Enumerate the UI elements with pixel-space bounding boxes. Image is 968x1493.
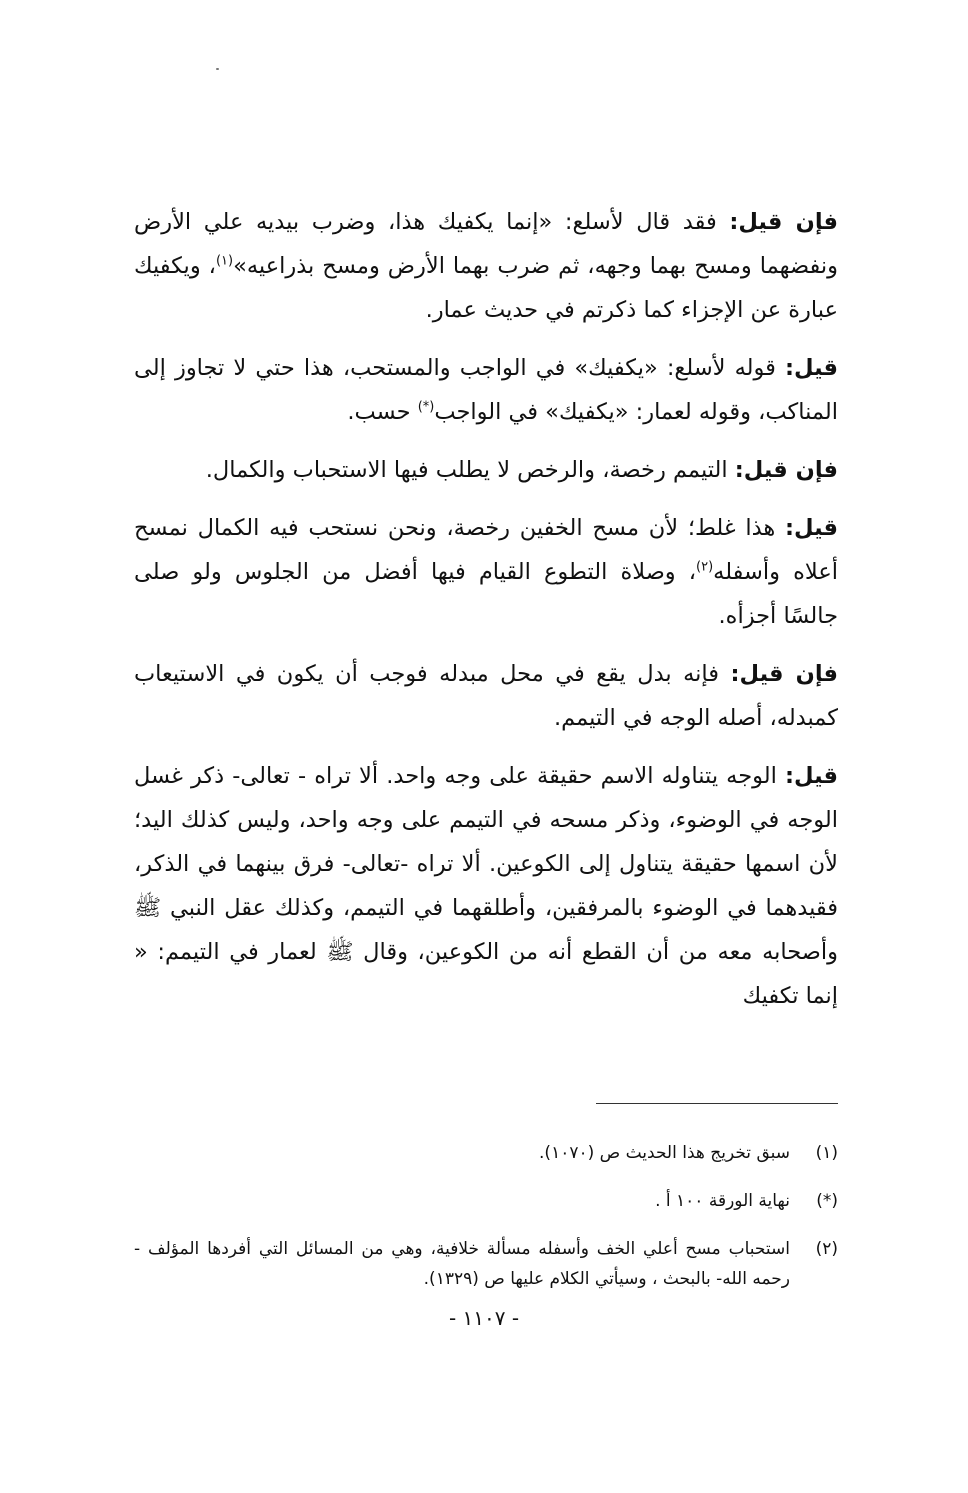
footnote-text: سبق تخريج هذا الحديث ص (١٠٧٠). <box>539 1143 790 1163</box>
paragraph-2 <box>134 346 838 434</box>
paragraph-body: هذا غلط؛ لأن مسح الخفين رخصة، ونحن نستحب فيه الكمال نمسح أعلاه وأسفله <box>134 515 838 585</box>
footnote-text: نهاية الورقة ١٠٠ أ . <box>655 1191 790 1211</box>
paragraph-1 <box>134 200 838 332</box>
footnote-ref: (١) <box>215 253 234 269</box>
scan-speck <box>216 68 219 70</box>
footnotes <box>134 1138 838 1312</box>
footnote-text: استحباب مسح أعلي الخف وأسفله مسألة خلافية، وهي من المسائل التي أفردها المؤلف - رحمه الله- بالبحث ، وسيأتي الكلام عليها ص (١٣٢٩). <box>134 1239 790 1289</box>
paragraph-label: قيل: <box>785 763 838 789</box>
footnote-folio <box>134 1186 838 1216</box>
paragraph-label: قيل: <box>785 355 838 381</box>
paragraph-tail: ، وصلاة التطوع القيام فيها أفضل من الجلوس ولو صلى جالسًا أجزأه. <box>134 559 838 629</box>
footnote-number: (*) <box>816 1191 838 1211</box>
footnote-1 <box>134 1138 838 1168</box>
footnote-number: (١) <box>815 1143 838 1163</box>
folio-marker: (*) <box>417 399 435 415</box>
paragraph-3 <box>134 448 838 492</box>
footnote-2 <box>134 1234 838 1294</box>
paragraph-label: قيل: <box>784 515 838 541</box>
paragraph-tail: حسب. <box>347 399 418 425</box>
paragraph-label: فإن قيل: <box>729 209 838 235</box>
paragraph-body: الوجه يتناوله الاسم حقيقة على وجه واحد. ألا تراه - تعالى- ذكر غسل الوجه في الوضوء، وذكر مسحه في التيمم على وجه واحد، وليس كذلك اليد؛لأن اسمها حقيقة يتناول إلى الكوعين. ألا تراه -تعالى- فرق بينهما في الذكر، فقيدهما في الوضوء بالمرفقين، وأطلقهما في التيمم، وكذلك عقل النبي ﷺ وأصحابه معه من أن القطع أنه من الكوعين، وقال ﷺ لعمار في التيمم: « إنما تكفيك <box>134 763 838 1009</box>
paragraph-body: فقد قال لأسلع: «إنما يكفيك هذا، وضرب بيديه علي الأرض ونفضهما ومسح بهما وجهه، ثم ضرب بهما الأرض ومسح بذراعيه» <box>134 209 838 279</box>
paragraph-label: فإن قيل: <box>734 457 838 483</box>
page-number: - ١١٠٧ - <box>448 1306 520 1330</box>
footnote-number: (٢) <box>815 1239 838 1259</box>
paragraph-5 <box>134 652 838 740</box>
paragraph-6 <box>134 754 838 1018</box>
paragraph-4 <box>134 506 838 638</box>
paragraph-body: التيمم رخصة، والرخص لا يطلب فيها الاستحباب والكمال. <box>205 457 728 483</box>
paragraph-body: قوله لأسلع: «يكفيك» في الواجب والمستحب، هذا حتي لا تجاوز إلى المناكب، وقوله لعمار: «يكفيك» في الواجب <box>134 355 838 425</box>
paragraph-label: فإن قيل: <box>730 661 838 687</box>
paragraph-tail: ، ويكفيك عبارة عن الإجزاء كما ذكرتم في حديث عمار. <box>134 253 838 323</box>
footnote-ref: (٢) <box>696 559 714 575</box>
paragraph-body: فإنه بدل يقع في محل مبدله فوجب أن يكون في الاستيعاب كمبدله، أصله الوجه في التيمم. <box>134 661 838 731</box>
main-text <box>134 200 838 1032</box>
footnote-separator <box>596 1103 838 1104</box>
